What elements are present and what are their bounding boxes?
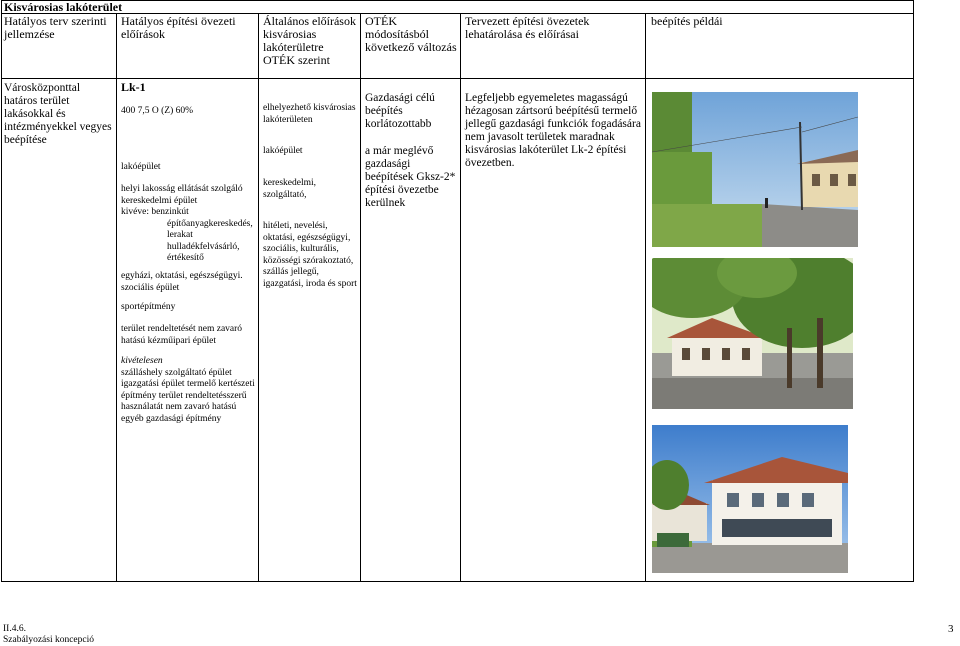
- header-zone-rules: Hatályos építési övezeti előírások: [121, 14, 236, 41]
- example-photo-corner-building: [652, 425, 848, 573]
- allowed-use-residential: lakóépület: [121, 162, 161, 172]
- col-divider: [645, 13, 646, 582]
- header-otek-change: OTÉK módosításból következő változás: [365, 14, 457, 54]
- col-divider: [460, 13, 461, 582]
- allowed-use-sport: sportépítmény: [121, 302, 176, 312]
- header-planned-zones: Tervezett építési övezetek lehatárolása és előírásai: [465, 14, 590, 41]
- footer-doc-title: Szabályozási koncepció: [3, 635, 95, 645]
- col-divider: [360, 13, 361, 582]
- header-otek-general: Általános előírások kisvárosias lakóterületre OTÉK szerint: [263, 14, 356, 67]
- otek-change-gksz: a már meglévő gazdasági beépítések Gksz-2* építési övezetbe kerülnek: [365, 145, 456, 209]
- zone-code: Lk-1: [121, 80, 146, 94]
- header-examples: beépítés példái: [651, 14, 723, 28]
- commercial-text: helyi lakosság ellátását szolgáló kereskedelmi épület: [121, 184, 243, 206]
- except-label: kivéve: benzinkút: [121, 207, 189, 217]
- example-photo-houses-trees: [652, 258, 853, 409]
- exceptional-label: kivételesen: [121, 356, 163, 366]
- planned-zone-description: Legfeljebb egyemeletes magasságú hézagosan zártsorú beépítésű termelő jellegű gazdasági funkciók fogadására nem javasolt területek maradnak kisvárosias lakóterület Lk-2 építési övezetben.: [465, 92, 641, 169]
- col-divider: [258, 13, 259, 582]
- otek-change-restriction: Gazdasági célú beépítés korlátozottabb: [365, 92, 435, 130]
- current-plan-description: Városközponttal határos terület lakásokkal és intézményekkel vegyes beépítése: [4, 82, 112, 146]
- example-photo-street: [652, 92, 858, 247]
- row-divider: [1, 78, 914, 79]
- exceptional-uses: [121, 356, 257, 425]
- otek-institutional: hitéleti, nevelési, oktatási, egészségügyi, szociális, kulturális, közösségi szórakoztató, szállás jellegű, igazgatási, iroda és sport: [263, 221, 357, 289]
- allowed-use-commercial: [121, 184, 255, 265]
- header-current-plan: Hatályos terv szerinti jellemzése: [4, 14, 107, 41]
- page-number: 3: [948, 623, 954, 635]
- except-items: építőanyagkereskedés, lerakat hulladékfelvásárló, értékesítő: [167, 218, 253, 263]
- exceptional-text: szálláshely szolgáltató épület igazgatási épület termelő kertészeti építmény terület rendeltetésszerű használatát nem zavaró hatású egyéb gazdasági építmény: [121, 367, 255, 424]
- footer-section: [3, 624, 203, 646]
- allowed-use-craft: terület rendeltetését nem zavaró hatású kézműipari épület: [121, 324, 243, 346]
- allowed-use-institutional: egyházi, oktatási, egészségügyi. szociális épület: [121, 271, 243, 293]
- col-divider: [116, 13, 117, 582]
- table-title: Kisvárosias lakóterület: [4, 0, 123, 14]
- zone-parameters: 400 7,5 O (Z) 60%: [121, 106, 194, 116]
- otek-commercial: kereskedelmi, szolgáltató,: [263, 178, 317, 200]
- otek-intro: elhelyezhető kisvárosias lakóterületen: [263, 103, 356, 125]
- footer-chapter: II.4.6.: [3, 624, 26, 634]
- otek-residential: lakóépület: [263, 146, 303, 156]
